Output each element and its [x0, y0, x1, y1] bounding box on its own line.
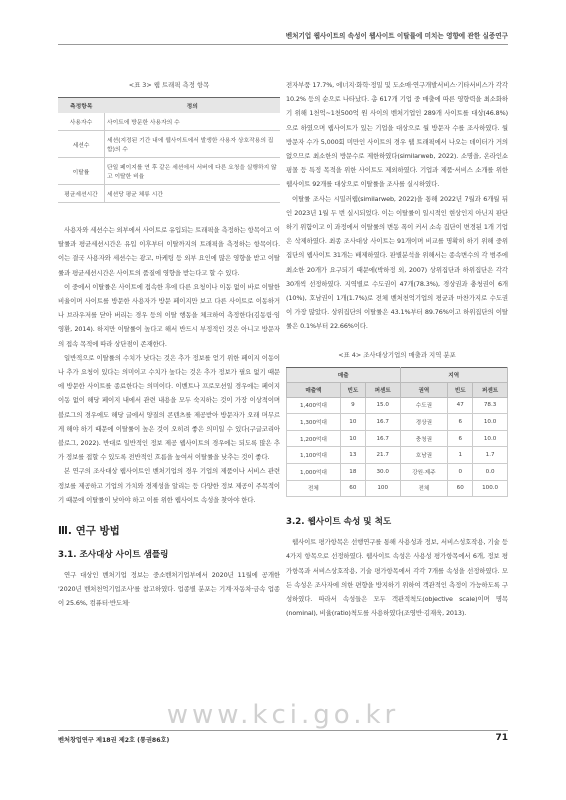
table4-cell: 10	[340, 414, 365, 431]
body-paragraph: 연구 대상인 벤처기업 정보는 중소벤처기업부에서 2020년 11월에 공개한 '2020년 벤처천억기업조사'를 참고하였다. 업종별 분포는 기계·자동차·금속 업종이 25.6%, 컴퓨터·반도체·	[58, 571, 280, 608]
table-row	[287, 414, 508, 431]
table4-cell: 1.7	[473, 447, 508, 464]
table3-caption: <표 3> 웹 트래픽 측정 항목	[128, 81, 210, 89]
table3-cell: 평균세션시간	[58, 185, 105, 203]
table4-group-region: 지역	[400, 367, 507, 382]
table4-cell: 경상권	[400, 414, 448, 431]
page-number: 71	[495, 733, 508, 743]
table4-cell: 1,200억대	[287, 430, 341, 447]
table4-header: 퍼센트	[365, 382, 400, 397]
table3-cell: 세션(지정된 기간 내에 웹사이트에서 발생한 사용자 상호작용의 집합)의 수	[105, 131, 281, 158]
body-paragraph: 웹사이트 평가항목은 선행연구를 통해 사용성과 정보, 서비스성호작용, 기술 등 4가지 항목으로 선정하였다. 웹사이트 속성은 사용성 평가항목에서 6개, 정보 평가항목과 서비스상호작용, 기술 평가항목에서 각각 7개를 속성을 선정하였다. 모든 속성은 조사자에 의한 편향을 방지하기 위하여 객관적인 측정이 가능하도록 구성하였다. 따라서 속성들은 모두 객관적척도(objective scale)이며 명목(nominal), 비율(ratio)척도를 사용하였다(조영반·김재욱, 2013).	[286, 538, 508, 618]
table4-cell: 60	[340, 480, 365, 497]
table4-header: 매출액	[287, 382, 341, 397]
table3-header-definition: 정의	[105, 98, 281, 114]
footer-journal: 벤처창업연구 제18권 제2호 (통권86호)	[58, 737, 170, 744]
table4-cell: 18	[340, 464, 365, 481]
footer-rule	[58, 730, 508, 731]
table4-cell: 호남권	[400, 447, 448, 464]
body-paragraph: 본 연구의 조사대상 웹사이트인 벤처기업의 경우 기업의 제품이나 서비스 관련 정보를 제공하고 기업의 가치와 경제성을 알리는 등 다양한 정보 제공이 주목적이기 때문에 이탈률이 낮아야 하고 이를 위한 웹사이트 속성을 찾아야 한다.	[58, 467, 280, 504]
table4-cell: 6	[448, 430, 473, 447]
table3-cell: 세션당 평균 체류 시간	[105, 185, 281, 203]
body-paragraph: 이탈률 조사는 시밀러웹(similarweb, 2022)을 통해 2022년 7월과 6개월 뒤인 2023년 1월 두 번 실시되었다. 이는 이탈률이 일시적인 현상인지 아닌지 판단하기 위함이고 이 과정에서 이탈률의 변동 폭이 커서 소속 집단이 변경된 1개 기업은 삭제하였다. 최종 조사대상 사이트는 91개이며 비교를 명확히 하기 위해 중위 집단의 웹사이트 31개는 배제하였다. 판별분석을 위해서는 종속변수의 각 범주에 최소한 20개가 요구되기 때문에(박하정 외, 2007) 상위집단과 하위집단은 각각 30개씩 선정하였다. 지역별로 수도권이 47개(78.3%), 경상권과 충청권이 6개(10%), 호남권이 1개(1.7%)로 전체 벤처천억기업의 평균과 마찬가지로 수도권이 가장 많았다. 상위집단의 이탈률은 43.1%부터 89.76%이고 하위집단의 이탈률은 0.1%부터 22.66%이다.	[286, 194, 508, 331]
table4-cell: 100	[365, 480, 400, 497]
table-row	[287, 447, 508, 464]
watermark: www.kci.go.kr	[166, 700, 400, 730]
table4-cell: 1,300억대	[287, 414, 341, 431]
table-row	[287, 464, 508, 481]
table-row	[58, 131, 280, 158]
running-header: 벤처기업 웹사이트의 속성이 웹사이트 이탈률에 미치는 영향에 관한 실증연구	[285, 32, 508, 40]
table3-cell: 이탈률	[58, 158, 105, 185]
table4-header: 빈도	[340, 382, 365, 397]
table4-cell: 47	[448, 397, 473, 414]
left-column	[58, 70, 280, 611]
table4-cell: 21.7	[365, 447, 400, 464]
table-row	[287, 480, 508, 497]
table4-cell: 강원·제주	[400, 464, 448, 481]
table4-cell: 수도권	[400, 397, 448, 414]
table3-cell: 단일 페이지를 연 후 같은 세션에서 서버에 다른 요청을 실행하지 않고 이탈한 비율	[105, 158, 281, 185]
table4-cell: 30.0	[365, 464, 400, 481]
table4-cell: 1	[448, 447, 473, 464]
table4-cell: 16.7	[365, 430, 400, 447]
body-paragraph: 전자부품 17.7%, 에너지·화학·정밀 및 도소매·연구개발서비스·기타서비스가 각각 10.2% 등의 순으로 나타났다. 총 617개 기업 중 매출에 따른 영향력을 최소화하기 위해 1천억~1천500억 원 사이의 벤처기업인 289개 사이트를 대상(46.8%)으로 하였으며 웹사이트가 있는 기업을 대상으로 월 방문자 수를 조사하였다. 월 방문자 수가 5,000회 미만인 사이트의 경우 웹 트래픽에서 나오는 데이터가 거의 없으므로 최소한의 방문수로 제한하였다(similarweb, 2022). 소명을, 온라인쇼핑몰 등 특정 목적을 위한 사이트도 제외하였다. 기업과 제품·서비스 소개를 위한 웹사이트 92개를 대상으로 이탈률을 조사를 실시하였다.	[286, 81, 508, 189]
table4-cell: 전체	[287, 480, 341, 497]
table4-cell: 60	[448, 480, 473, 497]
table4-cell: 9	[340, 397, 365, 414]
body-paragraph: 일반적으로 이탈률의 수치가 낮다는 것은 추가 정보를 얻기 위한 페이지 이동이나 추가 요청이 있다는 의미이고 수치가 높다는 것은 추가 정보가 필요 없기 때문에 방문한 사이트를 종료한다는 의미이다. 이벤트나 프로모션일 경우에는 페이지 이동 없이 해당 페이지 내에서 관련 내용을 모두 숙지하는 것이 가장 이상적이며 블로그의 경우에도 해당 글에서 양질의 콘텐츠를 제공받아 방문자가 오래 머무르게 해야 하기 때문에 이탈률이 높은 것이 오히려 좋은 의미일 수 있다(구글코리아블로그, 2022). 반대로 일반적인 정보 제공 웹사이트의 경우에는 되도록 많은 추가 정보를 접할 수 있도록 전반적인 흐름을 높여서 이탈률을 낮추는 것이 좋다.	[58, 353, 280, 462]
body-paragraph: 사용자와 세션수는 외부에서 사이트로 유입되는 트래픽을 측정하는 항목이고 이탈률과 평균세션시간은 유입 이후부터 이탈까지의 트래픽을 측정하는 항목이다. 이는 결국 사용자와 세션수는 광고, 마케팅 등 외부 요인에 많은 영향을 받고 이탈률과 평균세션시간은 사이트의 품질에 영향을 받는다고 할 수 있다.	[58, 226, 280, 277]
table-row	[58, 185, 280, 203]
table4-cell: 0	[448, 464, 473, 481]
table4-header: 퍼센트	[473, 382, 508, 397]
table4-cell: 0.0	[473, 464, 508, 481]
table4-caption: <표 4> 조사대상기업의 매출과 지역 분포	[338, 350, 456, 359]
table4-cell: 1,400억대	[287, 397, 341, 414]
table3-header-item: 측정항목	[58, 98, 105, 114]
table4-cell: 100.0	[473, 480, 508, 497]
table-row	[58, 113, 280, 131]
table4-cell: 10	[340, 430, 365, 447]
table3	[58, 97, 280, 203]
table3-cell: 세션수	[58, 131, 105, 158]
table4-cell: 6	[448, 414, 473, 431]
table4-cell: 15.0	[365, 397, 400, 414]
table4-header: 빈도	[448, 382, 473, 397]
table-row	[58, 158, 280, 185]
subsection-heading: 3.1. 조사대상 사이트 샘플링	[58, 550, 169, 561]
table4-cell: 10.0	[473, 430, 508, 447]
table4-cell: 16.7	[365, 414, 400, 431]
table4-cell: 충청권	[400, 430, 448, 447]
right-column	[286, 78, 508, 620]
body-paragraph: 이 중에서 이탈률은 사이트에 접속한 후에 다른 요청이나 이동 없이 바로 이탈한 비율이며 사이트를 방문한 사용자가 방문 페이지만 보고 다른 사이트로 이동하거나 브라우저를 닫아 버리는 경우 등의 이탈 행동을 체크하여 측정한다(김동림·임영환, 2014). 하지만 이탈률이 높다고 해서 반드시 부정적인 것은 아니고 방문자의 접속 목적에 따라 상단점이 존재한다.	[58, 282, 280, 348]
subsection-heading: 3.2. 웹사이트 속성 및 척도	[286, 517, 392, 528]
table4-group-sales: 매출	[287, 367, 401, 382]
table-row	[287, 397, 508, 414]
table4-cell: 1,000억대	[287, 464, 341, 481]
table-row	[287, 430, 508, 447]
table4-cell: 78.3	[473, 397, 508, 414]
header-rule	[58, 44, 508, 45]
table3-cell: 사이트에 방문한 사용자의 수	[105, 113, 281, 131]
table4-cell: 1,100억대	[287, 447, 341, 464]
table4-header: 권역	[400, 382, 448, 397]
table4-cell: 13	[340, 447, 365, 464]
table4	[286, 367, 508, 498]
table4-cell: 10.0	[473, 414, 508, 431]
table4-cell: 전체	[400, 480, 448, 497]
section-heading: Ⅲ. 연구 방법	[58, 525, 120, 538]
table3-cell: 사용자수	[58, 113, 105, 131]
